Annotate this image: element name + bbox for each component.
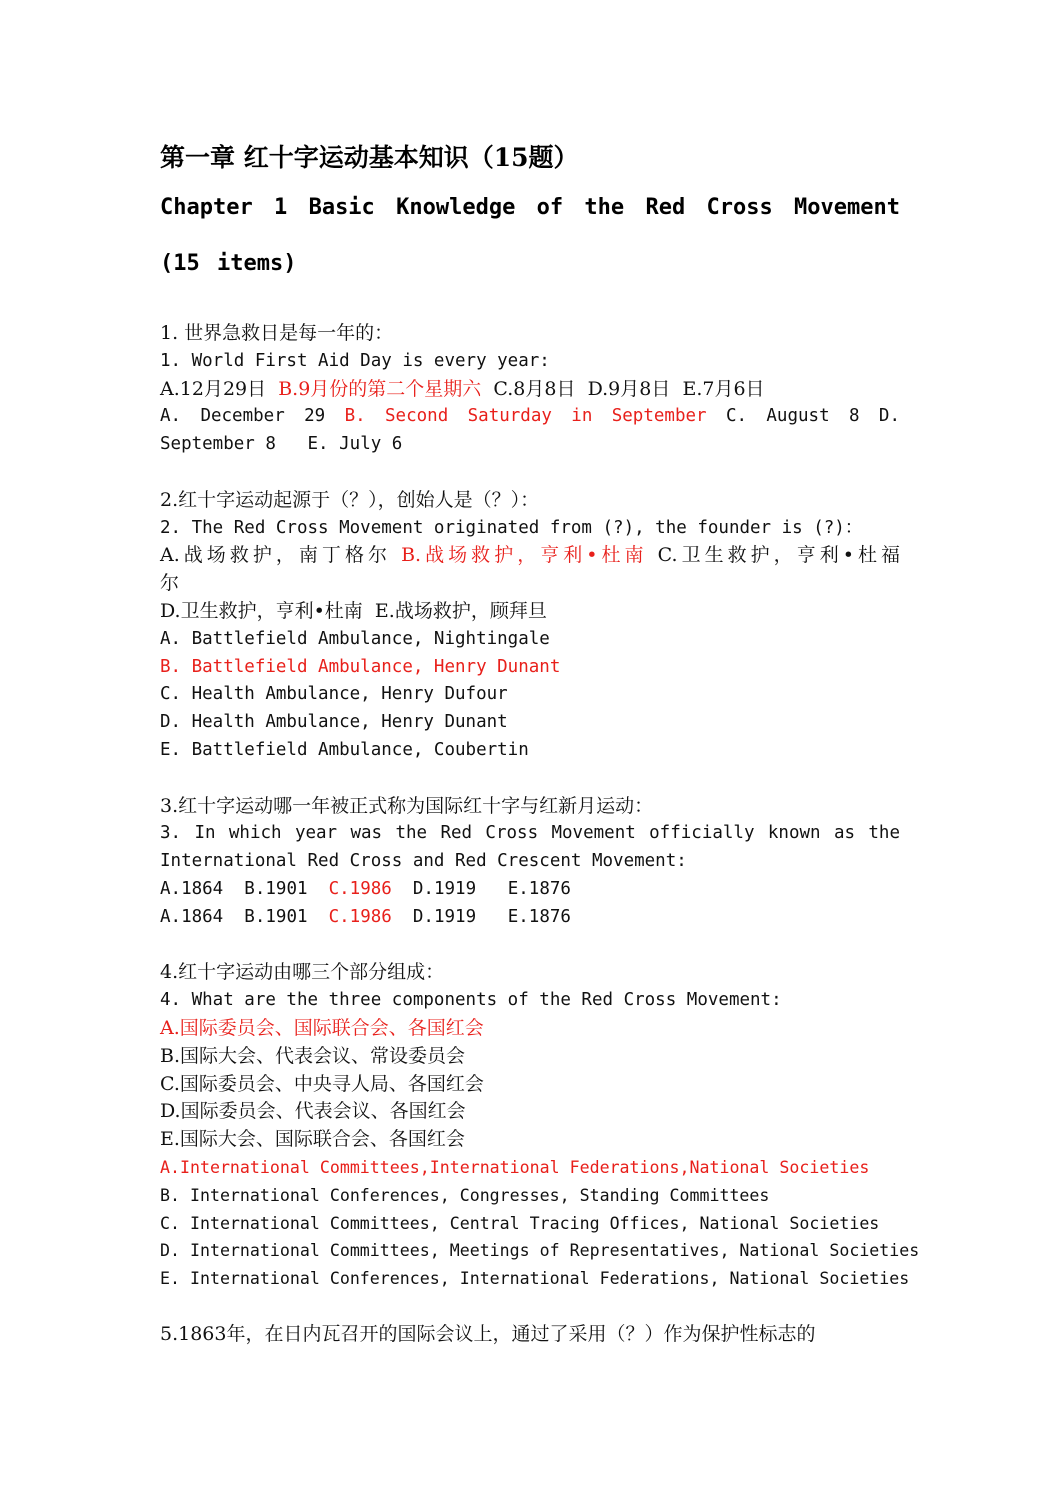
question-4-zh: 4.红十字运动由哪三个部分组成： — [160, 961, 445, 984]
question-3-options-en — [160, 904, 900, 932]
option-b: B.1901 — [244, 878, 308, 899]
question-2-options-zh-line1 — [160, 542, 900, 570]
option-d-en: D. International Committees, Meetings of Representatives, National Societies — [160, 1241, 920, 1261]
question-2 — [160, 487, 900, 765]
question-2-en: 2. The Red Cross Movement originated from (?), the founder is (?)： — [160, 517, 863, 538]
question-4-en: 4. What are the three components of the Red Cross Movement: — [160, 990, 782, 1011]
question-2-options-zh-line2 — [160, 570, 900, 598]
option-e: E.1876 — [507, 878, 571, 899]
option-d-en: D. Health Ambulance, Henry Dunant — [160, 712, 508, 733]
question-3-en: 3. In which year was the Red Cross Movement officially known as the International Red Cross and Red Crescent Movement: — [160, 823, 900, 872]
option-b-zh: B.国际大会、代表会议、常设委员会 — [160, 1044, 466, 1067]
question-1-options-zh — [160, 376, 900, 404]
option-e: E.战场救护，顾拜旦 — [374, 599, 547, 622]
option-e: E. July 6 — [307, 434, 403, 455]
question-1-en: 1. World First Aid Day is every year: — [160, 350, 550, 371]
option-d: D.1919 — [412, 878, 477, 899]
option-a: A.1864 — [160, 906, 224, 927]
question-3-options-zh — [160, 876, 900, 904]
option-a: A.战场救护，南丁格尔 — [160, 544, 392, 567]
option-a: A.1864 — [160, 878, 224, 899]
page-content — [160, 138, 920, 1348]
option-e-zh: E.国际大会、国际联合会、各国红会 — [160, 1128, 465, 1151]
option-c-answer: C.1986 — [328, 878, 392, 899]
option-b-en: B. International Conferences, Congresses, Standing Committees — [160, 1185, 770, 1205]
option-b-answer: B. Second Saturday in September — [344, 406, 707, 427]
option-c-part2: 尔 — [160, 572, 180, 595]
option-d-prefix: D. — [878, 406, 900, 427]
option-c-en: C. Health Ambulance, Henry Dufour — [160, 684, 508, 705]
option-c-answer: C.1986 — [328, 906, 392, 927]
chapter-title-en: Chapter 1 Basic Knowledge of the Red Cross Movement (15 items) — [160, 195, 900, 276]
question-4 — [160, 959, 920, 1293]
question-1-options-en-line1 — [160, 403, 900, 431]
option-b: B.1901 — [244, 906, 308, 927]
question-1 — [160, 320, 900, 459]
option-c-en: C. International Committees, Central Tracing Offices, National Societies — [160, 1213, 880, 1233]
question-3 — [160, 793, 900, 932]
option-c-part1: C.卫生救护，亨利•杜福 — [657, 544, 901, 567]
option-a-en: A. Battlefield Ambulance, Nightingale — [160, 628, 550, 649]
option-d: D.9月8日 — [587, 377, 671, 400]
chapter-title-zh: 第一章 红十字运动基本知识（15题） — [160, 143, 579, 172]
option-a-en-answer: A.International Committees,International Federations,National Societies — [160, 1157, 870, 1177]
option-c: C. August 8 — [725, 406, 860, 427]
option-d-rest: September 8 — [160, 434, 276, 455]
option-d-zh: D.国际委员会、代表会议、各国红会 — [160, 1100, 466, 1123]
question-1-options-en-line2 — [160, 431, 900, 459]
option-a-zh-answer: A.国际委员会、国际联合会、各国红会 — [160, 1016, 484, 1039]
option-c-zh: C.国际委员会、中央寻人局、各国红会 — [160, 1072, 484, 1095]
question-2-zh: 2.红十字运动起源于（？），创始人是（？）： — [160, 488, 540, 511]
question-1-zh: 1. 世界急救日是每一年的： — [160, 322, 394, 344]
question-5 — [160, 1321, 900, 1349]
option-a: A. December 29 — [160, 406, 326, 427]
question-3-zh: 3.红十字运动哪一年被正式称为国际红十字与红新月运动： — [160, 794, 654, 817]
option-b-en-answer: B. Battlefield Ambulance, Henry Dunant — [160, 656, 561, 677]
option-e: E.1876 — [507, 906, 571, 927]
question-2-options-zh-line3 — [160, 598, 900, 626]
option-e-en: E. Battlefield Ambulance, Coubertin — [160, 739, 529, 760]
option-d: D.卫生救护，亨利•杜南 — [160, 599, 363, 622]
question-5-zh: 5.1863年，在日内瓦召开的国际会议上，通过了采用（？）作为保护性标志的 — [160, 1322, 816, 1345]
option-a: A.12月29日 — [160, 377, 267, 400]
option-e: E.7月6日 — [682, 377, 765, 400]
option-e-en: E. International Conferences, International Federations, National Societies — [160, 1269, 910, 1289]
option-d: D.1919 — [412, 906, 477, 927]
option-b-answer: B.9月份的第二个星期六 — [278, 377, 482, 400]
option-c: C.8月8日 — [493, 377, 576, 400]
option-b-answer: B.战场救护，亨利•杜南 — [401, 544, 648, 567]
